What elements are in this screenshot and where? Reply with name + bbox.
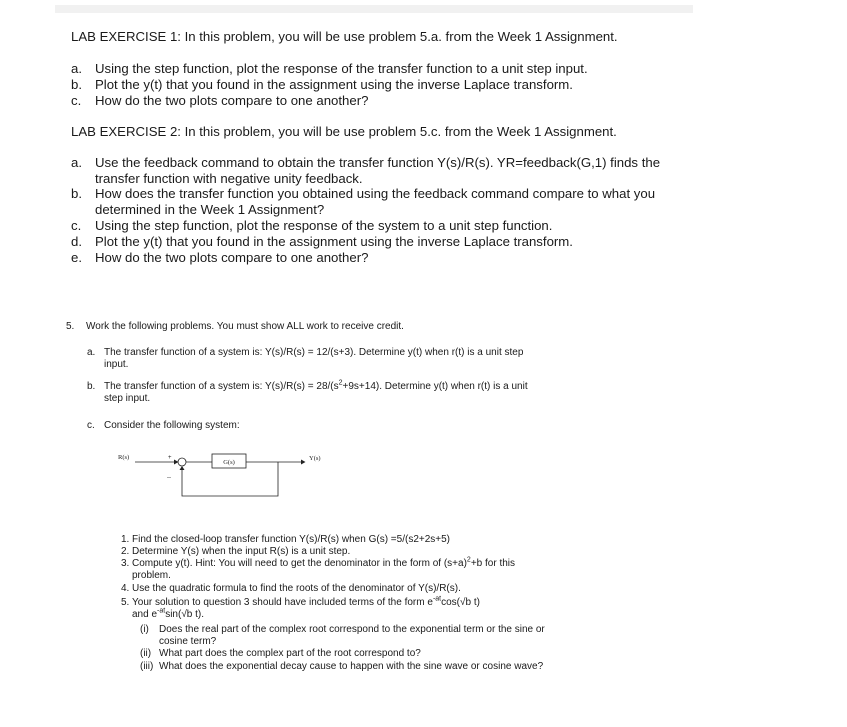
question-2-text: Determine Y(s) when the input R(s) is a unit step. [132,546,351,557]
question-1 [121,534,561,546]
question-5 [121,597,561,621]
lab2-heading: LAB EXERCISE 2: In this problem, you will be use problem 5.c. from the Week 1 Assignment. [71,124,617,139]
subitem-ii-key: (ii) [140,648,152,659]
question-3-key: 3. [121,558,130,569]
lab2-item-c-text: Using the step function, plot the response of the system to a unit step function. [95,218,553,233]
diagram-input-label: R(s) [118,454,130,461]
lab2-item-e-text: How do the two plots compare to one another? [95,250,369,265]
lab1-item-a-text: Using the step function, plot the response of the transfer function to a unit step input. [95,61,588,76]
lab2-item-c [71,218,671,234]
lab2-item-a-key: a. [71,155,82,170]
lab1-item-a-key: a. [71,61,82,76]
question-5-key: 5. [121,597,130,608]
diagram-minus-sign: -- [167,475,171,481]
problem5-a-key: a. [87,347,96,358]
problem5-b [87,381,537,405]
problem5-a-text: The transfer function of a system is: Y(s)/R(s) = 12/(s+3). Determine y(t) when r(t) is a unit step input. [104,347,524,370]
question-5-part3: and e [132,608,158,620]
subitem-iii [140,661,560,685]
lab2-item-b-text: How does the transfer function you obtained using the feedback command compare to what you determined in the Week 1 Assignment? [95,186,656,217]
lab2-item-d-key: d. [71,234,82,249]
diagram-feedback-arrow-icon [180,466,185,470]
lab1-item-a [71,61,711,77]
subitem-iii-key: (iii) [140,661,154,672]
top-bar [55,5,693,13]
problem5-c-text: Consider the following system: [104,420,240,431]
lab2-item-e-key: e. [71,250,82,265]
subitem-i-text: Does the real part of the complex root correspond to the exponential term or the sine or cosine term? [159,624,545,647]
lab1-item-c-text: How do the two plots compare to one another? [95,93,369,108]
lab1-item-b-text: Plot the y(t) that you found in the assignment using the inverse Laplace transform. [95,77,573,92]
question-3 [121,558,561,582]
problem5-b-post: +9s+14). Determine y(t) when r(t) is a unit step input. [104,381,528,404]
question-2-key: 2. [121,546,130,557]
subitem-i-key: (i) [140,624,149,635]
problem5-b-text [104,381,529,404]
diagram-output-label: Y(s) [309,455,321,462]
problem5-c-key: c. [87,420,95,431]
lab2-item-a-text: Use the feedback command to obtain the transfer function Y(s)/R(s). YR=feedback(G,1) finds the transfer function with negative unity feedback. [95,155,661,186]
problem5-a [87,347,537,371]
problem5-b-sup: 2 [338,379,343,387]
lab2-item-d-text: Plot the y(t) that you found in the assignment using the inverse Laplace transform. [95,234,573,249]
problem5-header [66,321,566,333]
problem5-c [87,420,387,432]
lab1-item-b-key: b. [71,77,82,92]
lab1-item-c-key: c. [71,93,82,108]
question-4-text: Use the quadratic formula to find the roots of the denominator of Y(s)/R(s). [132,583,461,594]
diagram-output-arrow-icon [301,460,306,465]
question-5-sup2: -at [157,607,166,615]
lab2-item-b [71,186,671,218]
question-2 [121,546,561,558]
subitem-ii-text: What part does the complex part of the root correspond to? [159,648,421,659]
question-4-key: 4. [121,583,130,594]
lab1-item-b [71,77,711,93]
subitem-ii [140,648,560,660]
question-5-part4: sin(√b t). [165,608,205,620]
problem5-b-pre: The transfer function of a system is: Y(s)/R(s) = 28/(s [104,381,339,392]
lab2-item-d [71,234,671,250]
lab2-item-e [71,250,671,266]
diagram-summing-junction [178,458,186,466]
lab1-item-c [71,93,711,109]
question-5-text [132,597,552,620]
question-5-part1: Your solution to question 3 should have included terms of the form e [132,597,433,608]
question-3-pre: Compute y(t). Hint: You will need to get the denominator in the form of (s+a) [132,558,467,569]
subitem-iii-text: What does the exponential decay cause to happen with the sine wave or cosine wave? [159,661,544,672]
question-1-key: 1. [121,534,130,545]
question-5-part2: cos(√b t) [441,597,480,608]
question-3-sup: 2 [466,556,471,564]
block-diagram [118,446,328,501]
problem5-b-key: b. [87,381,96,392]
lab2-item-a [71,155,671,187]
question-4 [121,583,561,595]
question-5-sup1: -at [432,595,442,603]
lab2-item-c-key: c. [71,218,82,233]
problem5-key: 5. [66,321,75,332]
lab2-item-b-key: b. [71,186,82,201]
question-1-text: Find the closed-loop transfer function Y(s)/R(s) when G(s) =5/(s2+2s+5) [132,534,451,545]
lab1-heading: LAB EXERCISE 1: In this problem, you will be use problem 5.a. from the Week 1 Assignment. [71,29,618,44]
diagram-plus-sign: + [168,455,172,461]
question-3-text [132,558,552,581]
diagram-block-label: G(s) [223,459,235,466]
subitem-i [140,624,560,648]
problem5-text: Work the following problems. You must show ALL work to receive credit. [86,321,404,332]
question-3-post: +b for this problem. [132,558,516,581]
